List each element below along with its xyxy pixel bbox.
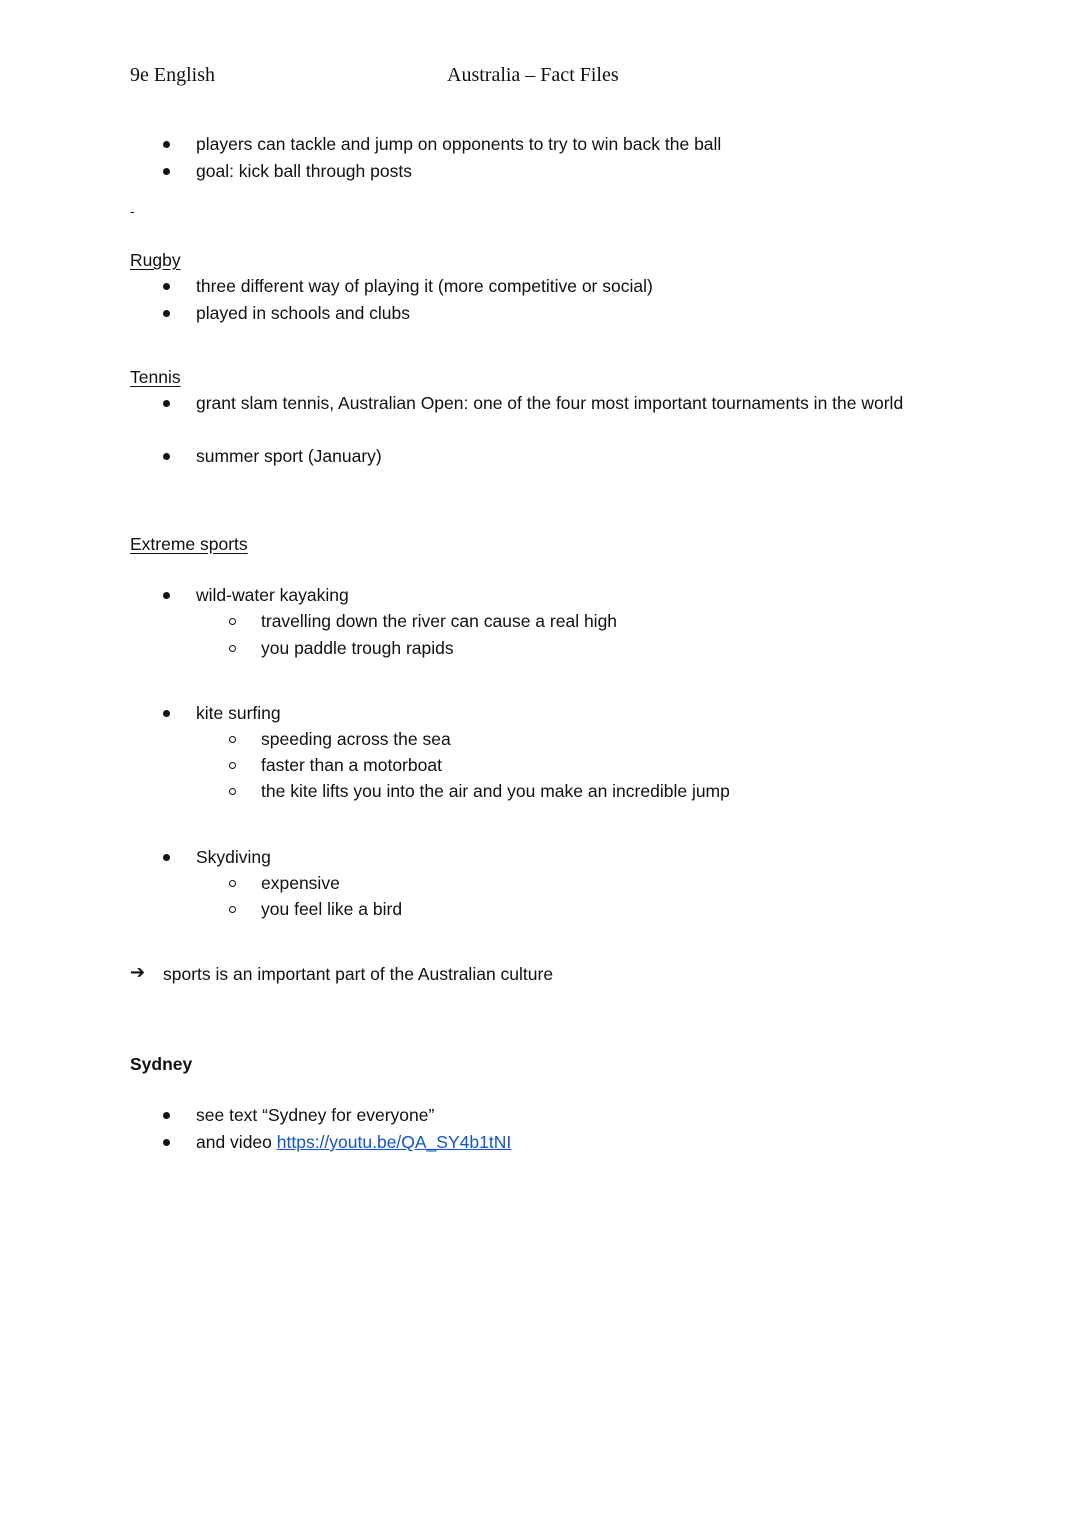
list-item: kite surfing (196, 703, 281, 723)
bullet-icon (163, 854, 170, 861)
list-item: summer sport (January) (196, 446, 382, 466)
arrow-right-icon: ➔ (130, 962, 146, 982)
bullet-icon (163, 283, 170, 290)
sub-list-item: the kite lifts you into the air and you make an incredible jump (261, 781, 730, 801)
list-item: wild-water kayaking (196, 585, 349, 605)
bullet-icon (163, 710, 170, 717)
list-item: played in schools and clubs (196, 303, 411, 323)
page-title: Australia – Fact Files (447, 64, 619, 86)
bullet-icon (163, 310, 170, 317)
bullet-icon (163, 1139, 170, 1146)
bullet-icon (163, 400, 170, 407)
sub-list-item: expensive (261, 873, 340, 893)
sub-bullet-icon (229, 788, 236, 795)
dash-marker: - (130, 203, 135, 219)
bullet-icon (163, 168, 170, 175)
sub-bullet-icon (229, 645, 236, 652)
sub-list-item: you feel like a bird (261, 899, 403, 919)
list-item: goal: kick ball through posts (196, 161, 412, 181)
list-item: players can tackle and jump on opponents to try to win back the ball (196, 134, 722, 154)
sub-list-item: faster than a motorboat (261, 755, 442, 775)
list-item: see text “Sydney for everyone” (196, 1105, 435, 1125)
bullet-icon (163, 141, 170, 148)
section-heading-sydney: Sydney (130, 1054, 193, 1074)
course-label: 9e English (130, 64, 215, 86)
section-heading-tennis: Tennis (130, 367, 181, 387)
bullet-icon (163, 1112, 170, 1119)
sub-bullet-icon (229, 762, 236, 769)
list-item: grant slam tennis, Australian Open: one of the four most important tournaments in the world (196, 393, 904, 413)
sub-bullet-icon (229, 618, 236, 625)
sub-list-item: travelling down the river can cause a real high (261, 611, 618, 631)
list-item: three different way of playing it (more competitive or social) (196, 276, 653, 296)
section-heading-rugby: Rugby (130, 250, 181, 270)
sub-list-item: you paddle trough rapids (261, 638, 454, 658)
list-item (196, 1131, 511, 1153)
sub-bullet-icon (229, 880, 236, 887)
list-item: Skydiving (196, 847, 271, 867)
section-heading-extreme-sports: Extreme sports (130, 534, 248, 554)
bullet-icon (163, 592, 170, 599)
sub-bullet-icon (229, 906, 236, 913)
sub-bullet-icon (229, 736, 236, 743)
video-link[interactable]: https://youtu.be/QA_SY4b1tNI (276, 1132, 512, 1152)
video-prefix: and video (196, 1132, 277, 1152)
sub-list-item: speeding across the sea (261, 729, 451, 749)
bullet-icon (163, 453, 170, 460)
conclusion-text: sports is an important part of the Australian culture (163, 964, 554, 984)
